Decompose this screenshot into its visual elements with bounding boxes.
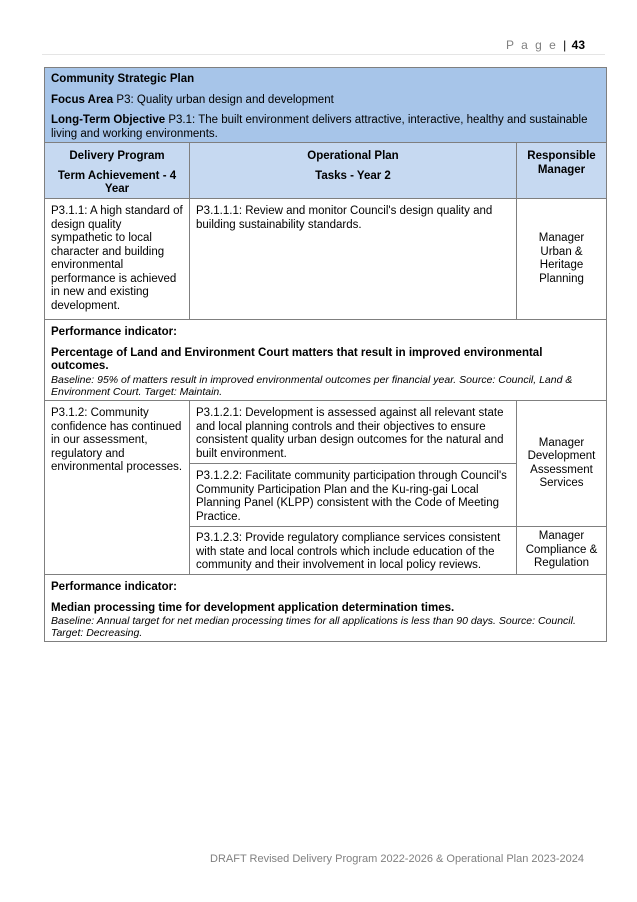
term-achievement-cell: P3.1.2: Community confidence has continued in our assessment, regulatory and environmental processes. — [45, 401, 190, 575]
page-header — [506, 38, 585, 52]
performance-indicator-heading: Percentage of Land and Environment Court matters that result in improved environmental outcomes. — [51, 346, 543, 372]
performance-row — [45, 320, 607, 401]
focus-area-label: Focus Area — [51, 93, 114, 106]
task-cell: P3.1.2.2: Facilitate community participation through Council's Community Participation Plan and the Ku-ring-gai Local Planning Panel (KLPP) consistent with the Code of Meeting Practice. — [190, 464, 517, 527]
performance-indicator-heading: Median processing time for development application determination times. — [51, 601, 455, 614]
page-footer: DRAFT Revised Delivery Program 2022-2026 & Operational Plan 2023-2024 — [210, 853, 584, 865]
delivery-program-title: Delivery Program — [69, 150, 165, 162]
tasks-year-label: Tasks - Year 2 — [315, 169, 391, 182]
responsible-manager-label: Responsible Manager — [527, 150, 596, 176]
manager-cell: Manager Compliance & Regulation — [517, 527, 607, 575]
task-cell: P3.1.1.1: Review and monitor Council's design quality and building sustainability standards. — [190, 199, 517, 320]
page-number: 43 — [571, 38, 585, 52]
focus-area-text: P3: Quality urban design and development — [113, 93, 334, 106]
term-achievement-cell: P3.1.1: A high standard of design quality sympathetic to local character and building environmental performance is achieved in new and existing development. — [45, 199, 190, 320]
operational-plan-title: Operational Plan — [307, 150, 399, 162]
plan-table — [44, 67, 607, 642]
csp-row — [45, 68, 607, 143]
table-row — [45, 199, 607, 320]
csp-title: Community Strategic Plan — [51, 73, 195, 85]
term-achievement-label: Term Achievement - 4 Year — [57, 169, 177, 195]
column-header-row — [45, 143, 607, 199]
csp-cell — [45, 68, 607, 143]
performance-row — [45, 575, 607, 642]
operational-plan-header — [190, 143, 517, 199]
task-cell: P3.1.2.1: Development is assessed against all relevant state and local planning controls and their objectives to ensure consistent quality urban design outcomes for the natural and built environment. — [190, 401, 517, 464]
performance-indicator-cell — [45, 575, 607, 642]
performance-baseline: Baseline: 95% of matters result in improved environmental outcomes per financial year. Source: Council, Land & Environment Court. Target: Maintain. — [51, 373, 573, 398]
table-row — [45, 401, 607, 464]
manager-cell: Manager Development Assessment Services — [517, 401, 607, 527]
header-rule — [42, 54, 605, 55]
page-separator: | — [563, 38, 567, 52]
page-label: P a g e — [506, 38, 558, 52]
performance-indicator-label: Performance indicator: — [51, 326, 177, 338]
objective-text: P3.1: The built environment delivers attractive, interactive, healthy and sustainable living and working environments. — [51, 114, 588, 140]
performance-indicator-label: Performance indicator: — [51, 581, 177, 593]
performance-indicator-cell — [45, 320, 607, 401]
task-cell: P3.1.2.3: Provide regulatory compliance services consistent with state and local controls which include education of the community and their involvement in local policy reviews. — [190, 527, 517, 575]
delivery-program-header — [45, 143, 190, 199]
objective-label: Long-Term Objective — [51, 114, 166, 126]
manager-cell: Manager Urban & Heritage Planning — [517, 199, 607, 320]
responsible-manager-header — [517, 143, 607, 199]
performance-baseline: Baseline: Annual target for net median processing times for all applications is less than 90 days. Source: Council. Target: Decreasing. — [51, 615, 576, 639]
